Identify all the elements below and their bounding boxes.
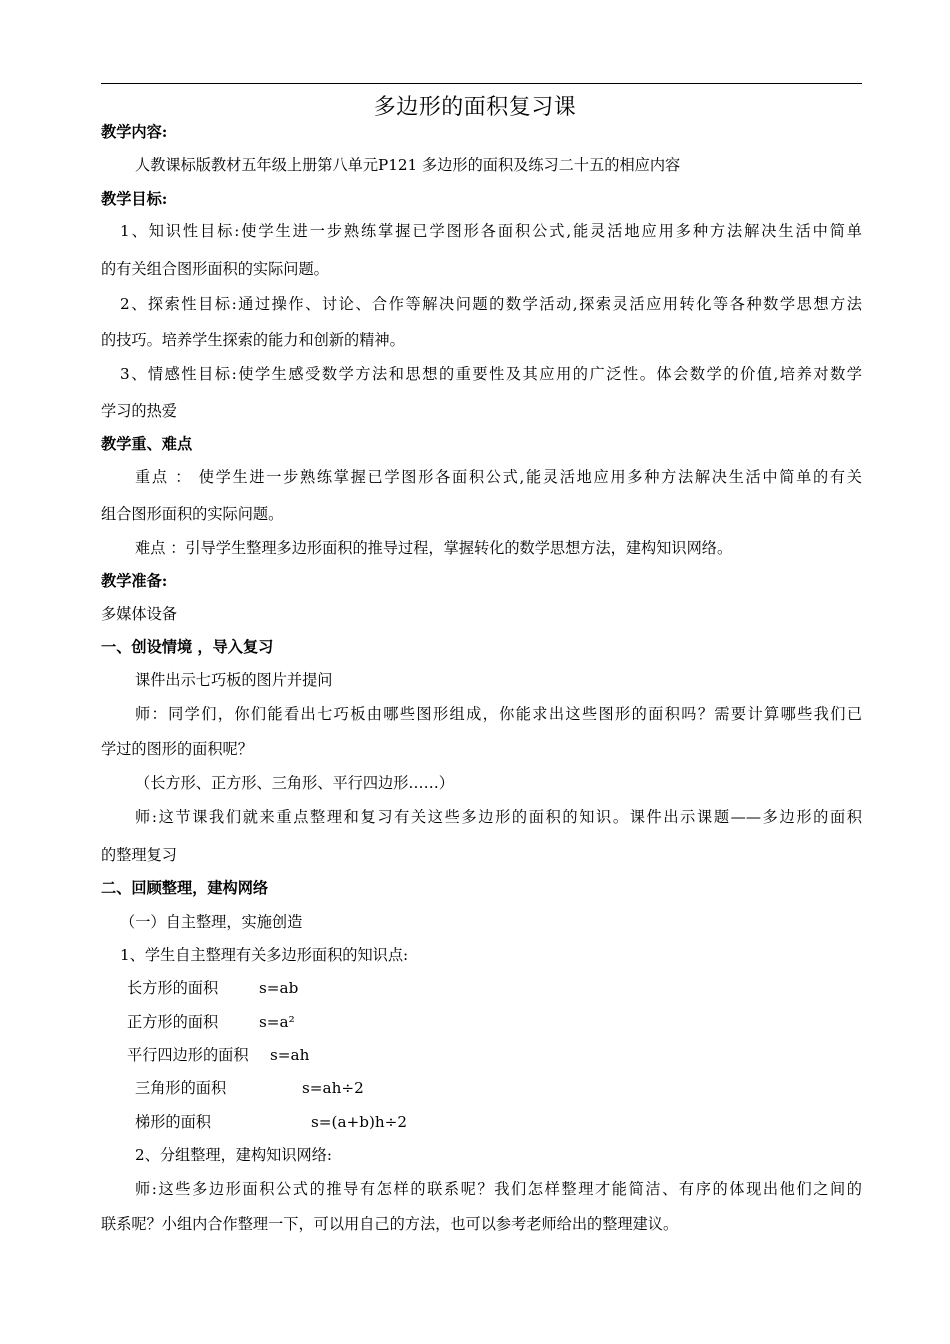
goal2-line1: 2、探索性目标:通过操作、讨论、合作等解决问题的数学活动,探索灵活应用转化等各种数学思想方法 [120,295,862,313]
goals-heading: 教学目标: [101,190,168,208]
section1-para2-line2: 学过的图形的面积呢？ [101,740,253,758]
header-rule [101,83,862,84]
formula-name-parallelogram: 平行四边形的面积 [127,1046,249,1064]
section1-para3: （长方形、正方形、三角形、平行四边形……） [135,774,454,792]
formula-parallelogram: s=ah [270,1046,310,1064]
section1-heading: 一、创设情境 ，导入复习 [101,638,274,656]
formula-triangle: s=ah÷2 [302,1079,364,1097]
goal1-line1: 1、知识性目标:使学生进一步熟练掌握已学图形各面积公式,能灵活地应用多种方法解决生活中简单 [120,222,862,240]
content-text: 人教课标版教材五年级上册第八单元P121 多边形的面积及练习二十五的相应内容 [135,156,681,174]
prep-heading: 教学准备: [101,572,168,590]
content-heading: 教学内容: [101,123,168,141]
section1-para4-line1: 师:这节课我们就来重点整理和复习有关这些多边形的面积的知识。课件出示课题——多边形的面积 [135,808,862,826]
formula-trapezoid: s=(a+b)h÷2 [311,1113,408,1131]
goal2-line2: 的技巧。培养学生探索的能力和创新的精神。 [101,331,405,349]
formula-square: s=a² [259,1013,295,1031]
section1-para2-line1: 师：同学们，你们能看出七巧板由哪些图形组成，你能求出这些图形的面积吗？需要计算哪些我们已 [135,705,862,723]
section2-heading: 二、回顾整理，建构网络 [101,879,269,897]
goal1-line2: 的有关组合图形面积的实际问题。 [101,260,329,278]
formula-rectangle: s=ab [259,979,299,997]
section2-sub1: （一）自主整理，实施创造 [120,913,303,931]
section2-item2: 2、分组整理，建构知识网络: [135,1146,333,1164]
section2-para-line1: 师:这些多边形面积公式的推导有怎样的联系呢？我们怎样整理才能简洁、有序的体现出他们之间的 [135,1180,862,1198]
key-line2: 组合图形面积的实际问题。 [101,505,284,523]
goal3-line2: 学习的热爱 [101,402,177,420]
key-heading: 教学重、难点 [101,435,193,453]
formula-name-triangle: 三角形的面积 [135,1079,227,1097]
section1-para4-line2: 的整理复习 [101,846,177,864]
difficulty-text: 难点 ：引导学生整理多边形面积的推导过程，掌握转化的数学思想方法，建构知识网络。 [135,539,733,557]
formula-name-square: 正方形的面积 [127,1013,219,1031]
page-title: 多边形的面积复习课 [373,95,577,120]
formula-name-rectangle: 长方形的面积 [127,979,219,997]
section1-para1: 课件出示七巧板的图片并提问 [135,671,333,689]
prep-text: 多媒体设备 [101,605,177,623]
formula-name-trapezoid: 梯形的面积 [135,1113,211,1131]
section2-item1: 1、学生自主整理有关多边形面积的知识点: [120,946,409,964]
key-line1: 重点 ： 使学生进一步熟练掌握已学图形各面积公式,能灵活地应用多种方法解决生活中简单的有关 [135,468,862,486]
section2-para-line2: 联系呢？小组内合作整理一下，可以用自己的方法，也可以参考老师给出的整理建议。 [101,1215,679,1233]
goal3-line1: 3、情感性目标:使学生感受数学方法和思想的重要性及其应用的广泛性。体会数学的价值,培养对数学 [120,365,862,383]
